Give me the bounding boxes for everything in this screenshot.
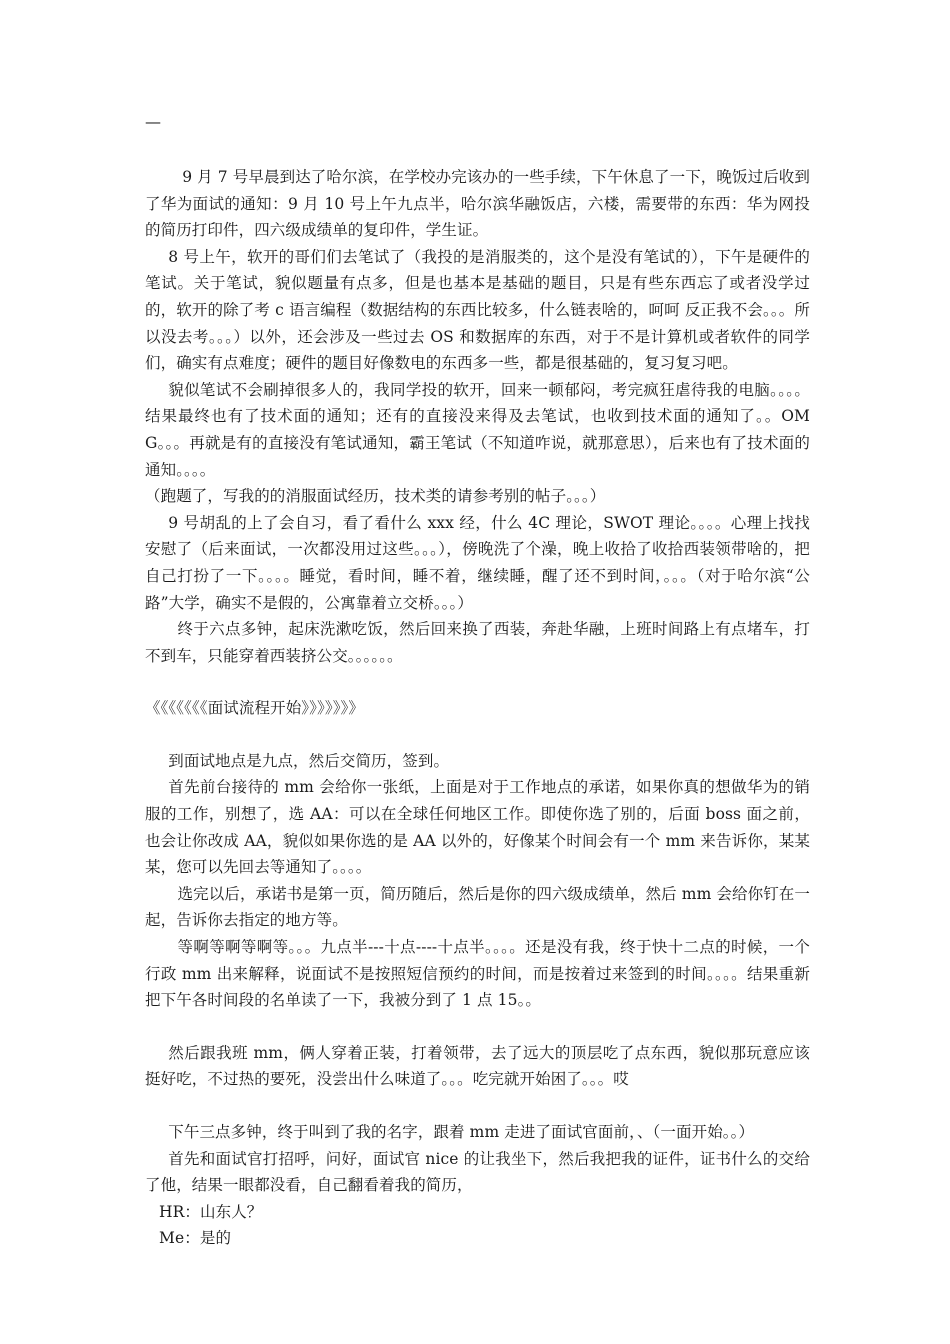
paragraph-documents: 选完以后，承诺书是第一页，简历随后，然后是你的四六级成绩单，然后 mm 会给你钉在一起，告诉你去指定的地方等。 — [145, 884, 810, 930]
dialog-line-me: Me：是的 — [159, 1229, 232, 1248]
document-body — [145, 164, 810, 1252]
paragraph-morning: 终于六点多钟，起床洗漱吃饭，然后回来换了西装，奔赴华融，上班时间路上有点堵车，打不到车，只能穿着西装挤公交。。。。。。 — [145, 620, 810, 665]
paragraph-aside: （跑题了，写我的的消服面试经历，技术类的请参考别的帖子。。。） — [145, 487, 606, 506]
paragraph-arrival: 9 月 7 号早晨到达了哈尔滨，在学校办完该办的一些手续，下午休息了一下，晚饭过后收到了华为面试的通知：9 月 10 号上午九点半，哈尔滨华融饭店，六楼，需要带的东西：华为网投的简历打印件，四六级成绩单的复印件，学生证。 — [145, 168, 810, 240]
section-heading-interview-flow: 《《《《《《《面试流程开始》》》》》》》 — [145, 699, 365, 718]
paragraph-greeting: 首先和面试官打招呼，问好，面试官 nice 的让我坐下，然后我把我的证件，证书什么的交给了他，结果一眼都没看，自己翻看着我的简历， — [145, 1149, 810, 1195]
paragraph-first-round: 下午三点多钟，终于叫到了我的名字，跟着 mm 走进了面试官面前，、（一面开始。。） — [168, 1123, 755, 1141]
paragraph-commitment: 首先前台接待的 mm 会给你一张纸，上面是对于工作地点的承诺，如果你真的想做华为的销服的工作，别想了，选 AA：可以在全球任何地区工作。即使你选了别的，后面 boss 面之前，也会让你改成 AA，貌似如果你选的是 AA 以外的，好像某个时间会有一个 mm 来告诉你，某某某，您可以先回去等通知了。。。。 — [145, 778, 810, 877]
top-dash-mark: — — [145, 112, 161, 131]
dialog-line-hr: HR：山东人？ — [159, 1202, 263, 1221]
paragraph-arrive-site: 到面试地点是九点，然后交简历，签到。 — [168, 751, 450, 770]
paragraph-waiting: 等啊等啊等啊等。。。九点半---十点----十点半。。。。还是没有我，终于快十二点的时候，一个行政 mm 出来解释，说面试不是按照短信预约的时间，而是按着过来签到的时间。。。。结果重新把下午各时间段的名单读了一下，我被分到了 1 点 15。。 — [145, 938, 810, 1010]
paragraph-preparation: 9 号胡乱的上了会自习，看了看什么 xxx 经，什么 4C 理论，SWOT 理论。。。。心理上找找安慰了（后来面试，一次都没用过这些。。。），傍晚洗了个澡，晚上收拾了收拾西装领带啥的，把自己打扮了一下。。。。睡觉，看时间，睡不着，继续睡，醒了还不到时间，。。。（对于哈尔滨“公路”大学，确实不是假的，公寓靠着立交桥。。。） — [145, 513, 810, 612]
paragraph-test-results: 貌似笔试不会刷掉很多人的，我同学投的软开，回来一顿郁闷，考完疯狂虐待我的电脑。。。。结果最终也有了技术面的通知；还有的直接没来得及去笔试，也收到技术面的通知了。。OMG。。。再就是有的直接没有笔试通知，霸王笔试（不知道咋说，就那意思），后来也有了技术面的通知。。。。 — [145, 380, 810, 479]
paragraph-lunch: 然后跟我班 mm，俩人穿着正装，打着领带，去了远大的顶层吃了点东西，貌似那玩意应该挺好吃，不过热的要死，没尝出什么味道了。。。吃完就开始困了。。。哎 — [145, 1043, 810, 1089]
paragraph-written-test: 8 号上午，软开的哥们们去笔试了（我投的是消服类的，这个是没有笔试的），下午是硬件的笔试。关于笔试，貌似题量有点多，但是也基本是基础的题目，只是有些东西忘了或者没学过的，软开的除了考 c 语言编程（数据结构的东西比较多，什么链表啥的，呵呵 反正我不会。。。所以没去考。。。）以外，还会涉及一些过去 OS 和数据库的东西，对于不是计算机或者软件的同学们，确实有点难度；硬件的题目好像数电的东西多一些，都是很基础的，复习复习吧。 — [145, 247, 810, 373]
